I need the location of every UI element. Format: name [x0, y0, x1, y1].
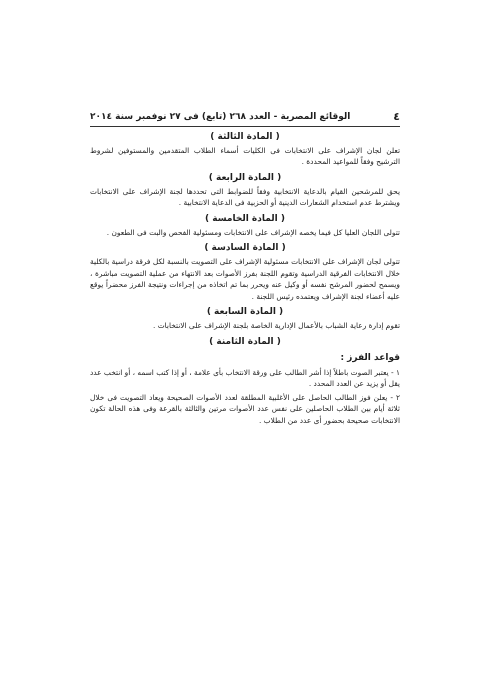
article-6-heading: ( المادة السادسة ) [204, 243, 286, 254]
sorting-rule-1: ١ - يعتبر الصوت باطلاً إذا أشر الطالب على ورقة الانتخاب بأى علامة ، أو إذا كتب اسمه ، أو انتخب عدد يقل أو يزيد عن العدد المحدد . [90, 367, 400, 389]
article-6-text: تتولى لجان الإشراف على الانتخابات مسئولية الإشراف على التصويت بالنسبة لكل فرقة دراسية بالكلية خلال الانتخابات الفرقية الدراسية وتقوم اللجنة بفرز الأصوات بعد الانتهاء من عملية التصويت مباشرة ، ويسمح لحضور المرشح نفسه أو وكيل عنه ويحرر بما تم اتخاذه من إجراءات ونتيجة الفرز محضراً يوقع عليه أعضاء لجنة الإشراف ويعتمده رئيس اللجنة . [90, 257, 400, 301]
document-page [90, 96, 400, 606]
page-number: ٤ [393, 110, 400, 123]
article-4-heading: ( المادة الرابعة ) [208, 172, 282, 183]
article-7-heading: ( المادة السابعة ) [206, 307, 284, 318]
sorting-rules-title: قواعد الفرز : [340, 352, 400, 363]
article-3-text: تعلن لجان الإشراف على الانتخابات فى الكليات أسماء الطلاب المتقدمين والمستوفين لشروط الترشيح وفقاً للمواعيد المحددة . [90, 146, 400, 167]
article-5-heading: ( المادة الخامسة ) [205, 213, 285, 224]
article-3-heading: ( المادة الثالثة ) [210, 132, 280, 142]
article-8-heading: ( المادة الثامنة ) [209, 336, 281, 347]
running-title: الوقائع المصرية - العدد ٢٦٨ (تابع) فى ٢٧ نوفمبر سنة ٢٠١٤ [90, 111, 351, 122]
article-5-text: تتولى اللجان العليا كل فيما يخصه الإشراف على الانتخابات ومسئولية الفحص والبت فى الطعون . [106, 227, 400, 237]
sorting-rule-2: ٢ - يعلن فوز الطالب الحاصل على الأغلبية المطلقة لعدد الأصوات الصحيحة ويعاد التصويت فى خلال ثلاثة أيام بين الطلاب الحاصلين على نفس عدد الأصوات مرتين والثالثة بالقرعة وفى هذه الحالة تكون الانتخابات صحيحة بحضور أى عدد من الطلاب . [90, 392, 400, 425]
article-7-text: تقوم إدارة رعاية الشباب بالأعمال الإدارية الخاصة بلجنة الإشراف على الانتخابات . [153, 321, 400, 331]
article-4-text: يحق للمرشحين القيام بالدعاية الانتخابية وفقاً للضوابط التى تحددها لجنة الإشراف على الانتخابات ويشترط عدم استخدام الشعارات الدينية أو الحزبية فى الدعاية الانتخابية . [90, 186, 400, 208]
page-header [90, 110, 400, 127]
